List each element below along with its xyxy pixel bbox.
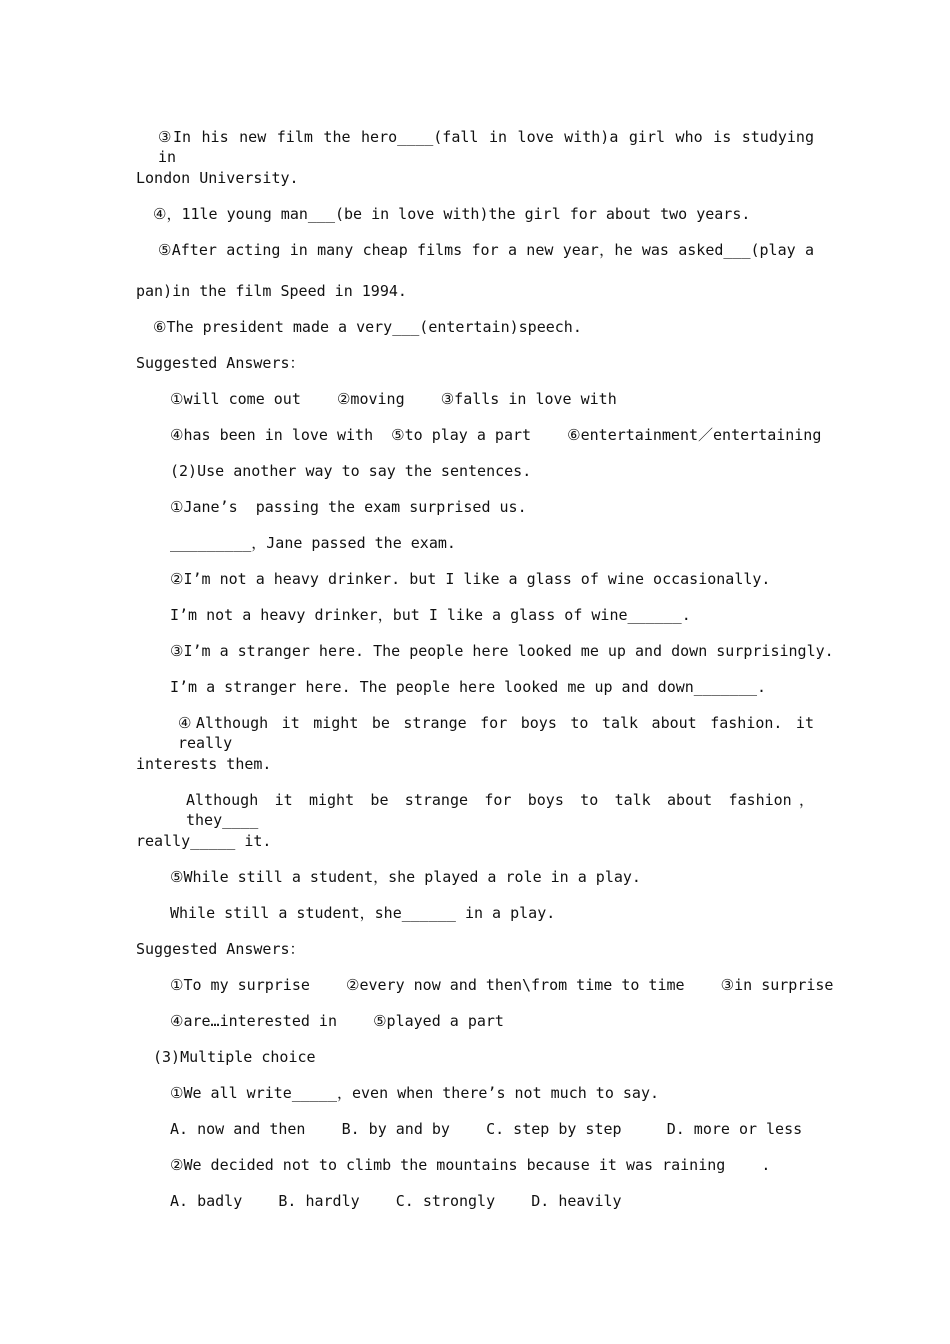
exercise-2-q1: ①Jane’s passing the exam surprised us. bbox=[170, 498, 527, 516]
exercise-1-q3-line1: ③In his new film the hero____(fall in love with)a girl who is studying in bbox=[158, 128, 814, 166]
exercise-2-q5-blank: While still a student，she______ in a play. bbox=[170, 904, 556, 922]
exercise-3-heading: (3)Multiple choice bbox=[153, 1048, 316, 1066]
exercise-1-q3-line2: London University. bbox=[136, 169, 299, 187]
exercise-1-q5-line1: ⑤After acting in many cheap films for a new year，he was asked___(play a bbox=[158, 241, 814, 259]
exercise-3-q1-options: A. now and then B. by and by C. step by step D. more or less bbox=[170, 1120, 803, 1138]
exercise-3-q2: ②We decided not to climb the mountains because it was raining . bbox=[170, 1156, 771, 1174]
exercise-2-q4-blank-line1: Although it might be strange for boys to talk about fashion， they____ bbox=[186, 791, 814, 829]
exercise-2-q4-line2: interests them. bbox=[136, 755, 272, 773]
exercise-2-q3-blank: I’m a stranger here. The people here looked me up and down_______. bbox=[170, 678, 767, 696]
answers-2-row2: ④are…interested in ⑤played a part bbox=[170, 1012, 504, 1030]
exercise-1-q4: ④，11le young man___(be in love with)the girl for about two years. bbox=[153, 205, 751, 223]
suggested-answers-heading-2: Suggested Answers： bbox=[136, 940, 305, 958]
answers-1-row1: ①will come out ②moving ③falls in love with bbox=[170, 390, 617, 408]
answers-1-row2: ④has been in love with ⑤to play a part ⑥entertainment／entertaining bbox=[170, 426, 822, 444]
exercise-3-q2-options: A. badly B. hardly C. strongly D. heavily bbox=[170, 1192, 622, 1210]
exercise-2-q1-blank: _________，Jane passed the exam. bbox=[170, 534, 456, 552]
exercise-2-q2: ②I’m not a heavy drinker. but I like a glass of wine occasionally. bbox=[170, 570, 771, 588]
answers-2-row1: ①To my surprise ②every now and then\from time to time ③in surprise bbox=[170, 976, 834, 994]
suggested-answers-heading-1: Suggested Answers： bbox=[136, 354, 305, 372]
exercise-2-q4-blank-line2: really_____ it. bbox=[136, 832, 272, 850]
exercise-2-q5: ⑤While still a student，she played a role in a play. bbox=[170, 868, 641, 886]
exercise-2-q3: ③I’m a stranger here. The people here looked me up and down surprisingly. bbox=[170, 642, 834, 660]
exercise-1-q5-line2: pan)in the film Speed in 1994. bbox=[136, 282, 407, 300]
exercise-2-heading: (2)Use another way to say the sentences. bbox=[170, 462, 532, 480]
exercise-3-q1: ①We all write_____，even when there’s not much to say. bbox=[170, 1084, 660, 1102]
exercise-2-q4-line1: ④Although it might be strange for boys to talk about fashion. it really bbox=[178, 714, 814, 752]
exercise-2-q2-blank: I’m not a heavy drinker，but I like a glass of wine______. bbox=[170, 606, 691, 624]
exercise-1-q6: ⑥The president made a very___(entertain)speech. bbox=[153, 318, 582, 336]
